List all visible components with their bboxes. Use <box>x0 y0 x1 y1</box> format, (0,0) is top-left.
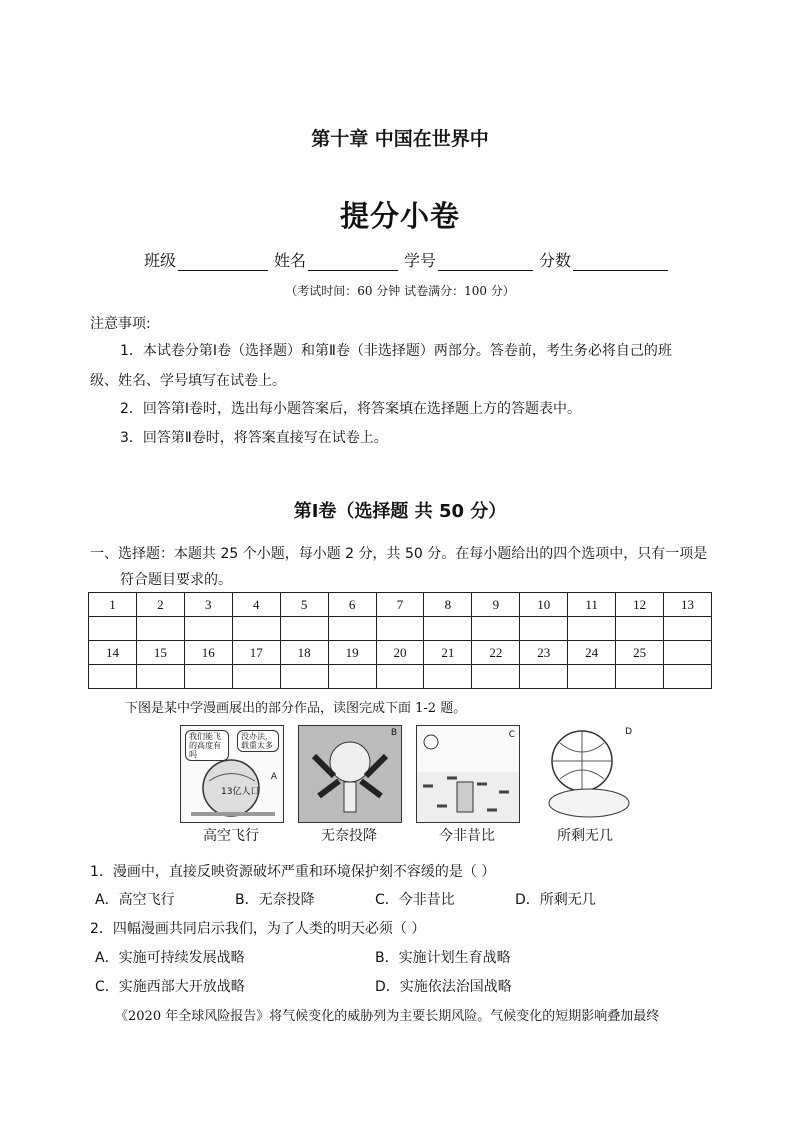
question-1-stem: 1．漫画中，直接反映资源破坏严重和环境保护刻不容缓的是（ ） <box>90 864 496 880</box>
answer-cell[interactable] <box>136 665 184 689</box>
q-number <box>664 641 712 665</box>
chapter-title: 第十章 中国在世界中 <box>311 128 489 150</box>
q-number: 23 <box>520 641 568 665</box>
comic-d-letter: D <box>625 727 632 737</box>
note-1: 1．本试卷分第Ⅰ卷（选择题）和第Ⅱ卷（非选择题）两部分。答卷前，考生务必将自己的班 <box>120 343 672 359</box>
comic-panel-d <box>534 725 636 821</box>
comic-b-drawing <box>299 726 401 822</box>
answer-cell[interactable] <box>184 665 232 689</box>
q-number: 17 <box>232 641 280 665</box>
answer-cell[interactable] <box>184 617 232 641</box>
answer-cell[interactable] <box>424 665 472 689</box>
comic-intro: 下图是某中学漫画展出的部分作品，读图完成下面 1-2 题。 <box>125 701 467 716</box>
answer-cell[interactable] <box>520 665 568 689</box>
answer-cell[interactable] <box>520 617 568 641</box>
q-number: 6 <box>328 593 376 617</box>
answer-cell[interactable] <box>232 665 280 689</box>
comic-c-drawing <box>417 726 519 822</box>
q-number: 20 <box>376 641 424 665</box>
comic-a-caption: 高空飞行 <box>203 828 259 844</box>
answer-cell[interactable] <box>376 617 424 641</box>
comic-a-bubble-1: 我们能飞的高度有吗 <box>185 730 229 761</box>
student-id-field[interactable] <box>438 254 533 271</box>
q-number: 8 <box>424 593 472 617</box>
section-intro <box>90 541 730 593</box>
question-2-option-b[interactable]: B．实施计划生育战略 <box>375 950 511 966</box>
answer-cell[interactable] <box>89 665 137 689</box>
q-number: 12 <box>616 593 664 617</box>
q-number: 15 <box>136 641 184 665</box>
comic-c-letter: C <box>508 730 515 740</box>
answer-cell[interactable] <box>664 617 712 641</box>
answer-blank-row-2 <box>89 665 712 689</box>
answer-cell[interactable] <box>616 617 664 641</box>
question-1-option-b[interactable]: B．无奈投降 <box>235 892 315 908</box>
class-field[interactable] <box>178 254 268 271</box>
answer-cell[interactable] <box>424 617 472 641</box>
section-intro-line2: 符合题目要求的。 <box>120 572 232 588</box>
question-2-option-a[interactable]: A．实施可持续发展战略 <box>95 950 245 966</box>
answer-cell[interactable] <box>376 665 424 689</box>
answer-cell[interactable] <box>328 617 376 641</box>
notes-title: 注意事项: <box>90 316 151 332</box>
section-title: 第Ⅰ卷（选择题 共 50 分） <box>293 501 507 522</box>
answer-cell[interactable] <box>472 617 520 641</box>
answer-cell[interactable] <box>472 665 520 689</box>
answer-table <box>88 592 712 689</box>
q-number: 25 <box>616 641 664 665</box>
q-number: 9 <box>472 593 520 617</box>
class-label: 班级 <box>144 251 177 270</box>
answer-cell[interactable] <box>568 665 616 689</box>
section-intro-line1: 一、选择题：本题共 25 个小题，每小题 2 分，共 50 分。在每小题给出的四个选项中，只有一项是 <box>90 546 708 562</box>
note-2: 2．回答第Ⅰ卷时，选出每小题答案后，将答案填在选择题上方的答题表中。 <box>120 401 582 417</box>
answer-number-row-2 <box>89 641 712 665</box>
question-2-stem: 2．四幅漫画共同启示我们，为了人类的明天必须（ ） <box>90 921 426 937</box>
name-field[interactable] <box>308 254 398 271</box>
comic-a-letter: A <box>270 772 277 782</box>
exam-time: （考试时间：60 分钟 试卷满分：100 分） <box>285 284 515 298</box>
name-label: 姓名 <box>274 251 307 270</box>
q-number: 1 <box>89 593 137 617</box>
question-2-option-d[interactable]: D．实施依法治国战略 <box>375 979 512 995</box>
question-1-option-a[interactable]: A．高空飞行 <box>95 892 175 908</box>
comic-panel-a <box>180 725 284 823</box>
answer-cell[interactable] <box>89 617 137 641</box>
q-number: 19 <box>328 641 376 665</box>
q-number: 2 <box>136 593 184 617</box>
page-title: 提分小卷 <box>339 199 460 233</box>
note-3: 3．回答第Ⅱ卷时，将答案直接写在试卷上。 <box>120 430 388 446</box>
q-number: 18 <box>280 641 328 665</box>
answer-cell[interactable] <box>328 665 376 689</box>
comic-b-caption: 无奈投降 <box>321 828 377 844</box>
q-number: 10 <box>520 593 568 617</box>
q-number: 16 <box>184 641 232 665</box>
student-info-row <box>144 248 674 271</box>
score-label: 分数 <box>539 251 572 270</box>
comic-b-letter: B <box>390 728 397 738</box>
comic-a-text: 13亿人口 <box>221 787 260 797</box>
q-number: 4 <box>232 593 280 617</box>
q-number: 22 <box>472 641 520 665</box>
comic-c-caption: 今非昔比 <box>439 828 495 844</box>
q-number: 3 <box>184 593 232 617</box>
q-number: 24 <box>568 641 616 665</box>
note-1-cont: 级、姓名、学号填写在试卷上。 <box>90 373 286 389</box>
comic-a-bubble-2: 没办法，载重太多 <box>237 730 279 752</box>
answer-cell[interactable] <box>280 617 328 641</box>
answer-cell[interactable] <box>232 617 280 641</box>
comic-panel-c <box>416 725 520 823</box>
answer-cell[interactable] <box>664 665 712 689</box>
score-field[interactable] <box>573 254 668 271</box>
student-id-label: 学号 <box>404 251 437 270</box>
answer-number-row-1 <box>89 593 712 617</box>
q-number: 5 <box>280 593 328 617</box>
comic-panel-b <box>298 725 402 823</box>
question-2-option-c[interactable]: C．实施西部大开放战略 <box>95 979 245 995</box>
q-number: 11 <box>568 593 616 617</box>
q-number: 13 <box>664 593 712 617</box>
q-number: 7 <box>376 593 424 617</box>
q-number: 14 <box>89 641 137 665</box>
answer-cell[interactable] <box>568 617 616 641</box>
answer-cell[interactable] <box>136 617 184 641</box>
comic-panels <box>180 725 720 845</box>
answer-cell[interactable] <box>280 665 328 689</box>
comic-d-caption: 所剩无几 <box>557 828 613 844</box>
comic-d-drawing <box>534 725 636 821</box>
answer-cell[interactable] <box>616 665 664 689</box>
passage-start: 《2020 年全球风险报告》将气候变化的威胁列为主要长期风险。气候变化的短期影响叠加最终 <box>115 1009 660 1024</box>
q-number: 21 <box>424 641 472 665</box>
question-1-option-c[interactable]: C．今非昔比 <box>375 892 455 908</box>
answer-blank-row-1 <box>89 617 712 641</box>
question-1-option-d[interactable]: D．所剩无几 <box>515 892 596 908</box>
